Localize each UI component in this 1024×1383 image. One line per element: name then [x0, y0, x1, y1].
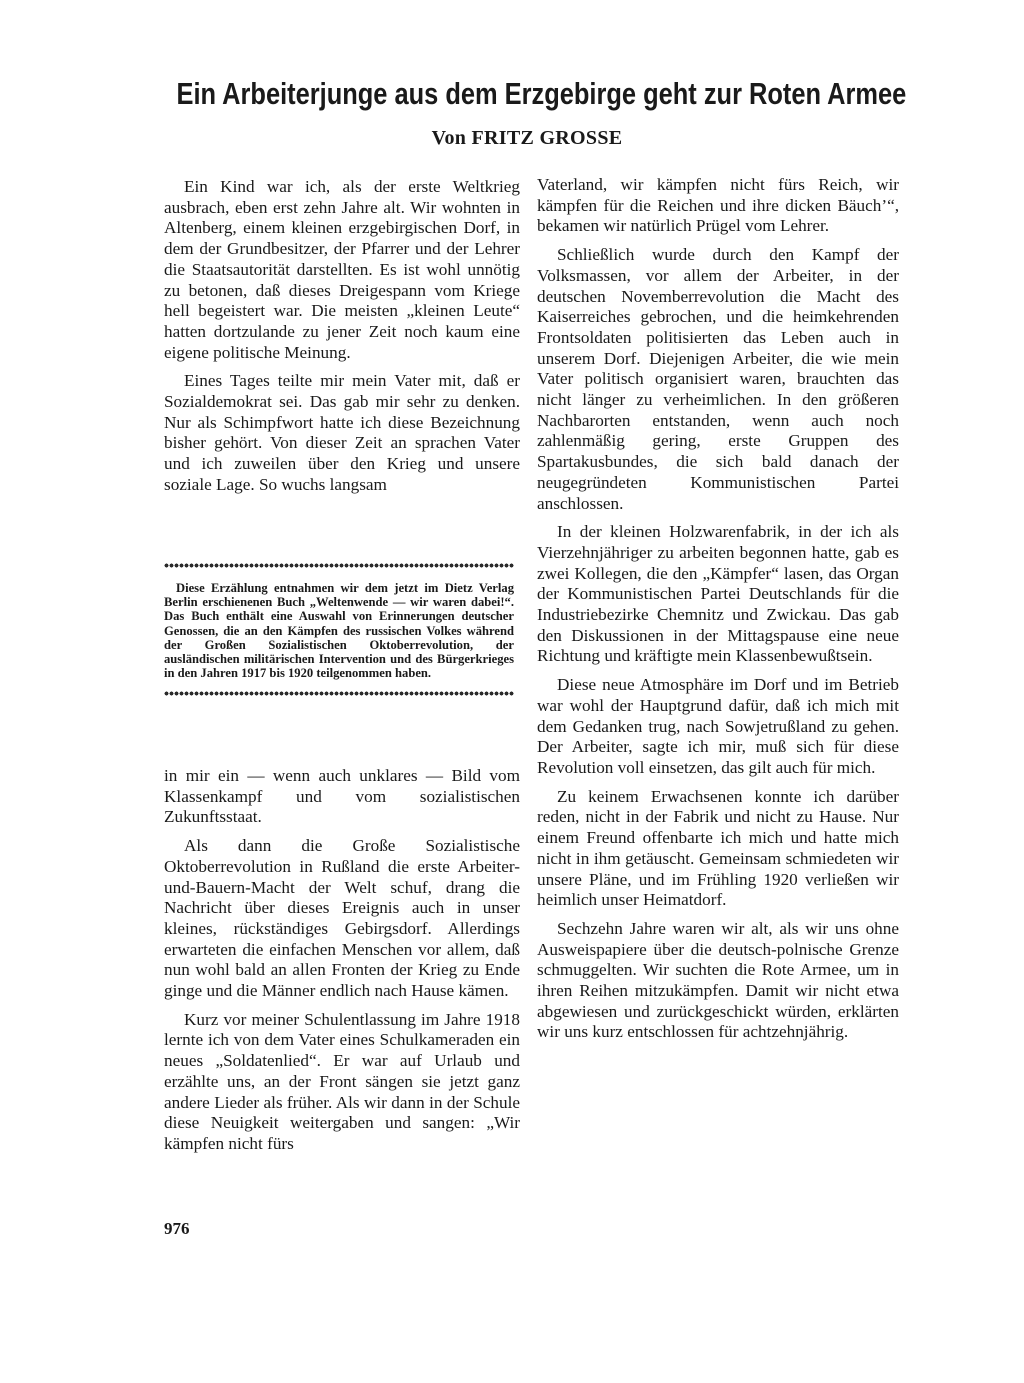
dotted-rule-top	[164, 562, 514, 569]
paragraph: Sechzehn Jahre waren wir alt, als wir uns ohne Ausweispapiere über die deutsch-polnische Grenze schmuggelten. Wir suchten die Rote Armee, um in ihren Reihen mitzukämpfen. Damit wir nicht etwa abgewiesen und zurückgeschickt würden, erklärten wir uns kurz entschlossen für achtzehnjährig.	[537, 918, 899, 1042]
dotted-rule-bottom	[164, 690, 514, 697]
left-column-top	[164, 177, 520, 504]
editor-note-text: Diese Erzählung entnahmen wir dem jetzt im Dietz Verlag Berlin erschienenen Buch „Weltenwende — wir waren dabei!“. Das Buch enthält eine Auswahl von Erinnerungen deutscher Genossen, die an den Kämpfen des russischen Volkes während der Großen Sozialistischen Oktoberrevolution, der ausländischen militärischen Intervention und des Bürgerkrieges in den Jahren 1917 bis 1920 teilgenommen haben.	[164, 581, 514, 681]
left-column-bottom	[164, 766, 520, 1163]
paragraph: Kurz vor meiner Schulentlassung im Jahre 1918 lernte ich von dem Vater eines Schulkameraden ein neues „Soldatenlied“. Er war auf Urlaub und erzählte uns, an der Front sängen sie jetzt ganz andere Lieder als früher. Als wir dann in der Schule diese Neuigkeit weitergaben und sangen: „Wir kämpfen nicht fürs	[164, 1009, 520, 1153]
paragraph: Vaterland, wir kämpfen nicht fürs Reich, wir kämpfen für die Reichen und ihre dicken Bäuch’“, bekamen wir natürlich Prügel vom Lehrer.	[537, 175, 899, 236]
right-column	[537, 175, 899, 1051]
paragraph: Schließlich wurde durch den Kampf der Volksmassen, vor allem der Arbeiter, in der deutschen Novemberrevolution die Macht des Kaiserreiches gebrochen, und die heimkehrenden Frontsoldaten politisierten das Leben auch in unserem Dorf. Diejenigen Arbeiter, die wie mein Vater politisch organisiert waren, brauchten das nicht länger zu verheimlichen. In den größeren Nachbarorten entstanden, wenn auch noch zahlenmäßig gering, erste Gruppen des Spartakusbundes, die sich bald danach der neugegründeten Kommunistischen Partei anschlossen.	[537, 245, 899, 513]
paragraph: Als dann die Große Sozialistische Oktoberrevolution in Rußland die erste Arbeiter-und-Bauern-Macht der Welt schuf, drang die Nachricht über dieses Ereignis auch in unser kleines, rückständiges Gebirgsdorf. Allerdings erwarteten die einfachen Menschen vor allem, daß nun wohl bald an allen Fronten der Krieg zu Ende ginge und die Männer endlich nach Hause kämen.	[164, 836, 520, 1001]
page-number: 976	[164, 1219, 190, 1238]
paragraph: in mir ein — wenn auch unklares — Bild vom Klassenkampf und vom sozialistischen Zukunftsstaat.	[164, 766, 520, 827]
author-byline: Von FRITZ GROSSE	[431, 127, 623, 149]
paragraph: In der kleinen Holzwarenfabrik, in der ich als Vierzehnjähriger zu arbeiten begonnen hatte, gab es zwei Kollegen, die den „Kämpfer“ lasen, das Organ der Kommunistischen Partei Deutschlands für die Industriebezirke Chemnitz und Zwickau. Das gab den Diskussionen in der Mittagspause eine neue Richtung und kräftigte mein Klassenbewußtsein.	[537, 522, 899, 666]
paragraph: Ein Kind war ich, als der erste Weltkrieg ausbrach, eben erst zehn Jahre alt. Wir wohnten in Altenberg, einem kleinen erzgebirgischen Dorf, in dem der Grundbesitzer, der Pfarrer und der Lehrer die Staatsautorität darstellten. Es ist wohl unnötig zu betonen, daß dieses Dreigespann vom Kriege hell begeistert war. Die meisten „kleinen Leute“ hatten dortzulande zu jener Zeit noch kaum eine eigene politische Meinung.	[164, 177, 520, 362]
editor-note	[164, 562, 514, 697]
page-title: Ein Arbeiterjunge aus dem Erzgebirge geht zur Roten Armee	[176, 76, 907, 111]
paragraph: Diese neue Atmosphäre im Dorf und im Betrieb war wohl der Hauptgrund dafür, daß ich mich mit dem Gedanken trug, nach Sowjetrußland zu gehen. Der Arbeiter, sagte ich mir, muß sich für diese Revolution voll einsetzen, das gilt auch für mich.	[537, 675, 899, 777]
paragraph: Eines Tages teilte mir mein Vater mit, daß er Sozialdemokrat sei. Das gab mir sehr zu denken. Nur als Schimpfwort hatte ich diese Bezeichnung bisher gehört. Von dieser Zeit an sprachen Vater und ich zuweilen über den Krieg und unsere soziale Lage. So wuchs langsam	[164, 371, 520, 494]
paragraph: Zu keinem Erwachsenen konnte ich darüber reden, nicht in der Fabrik und nicht zu Hause. Nur einem Freund offenbarte ich mich und hatte mich nicht in ihm getäuscht. Gemeinsam schmiedeten wir unsere Pläne, und im Frühling 1920 verließen wir heimlich unser Heimatdorf.	[537, 786, 899, 910]
